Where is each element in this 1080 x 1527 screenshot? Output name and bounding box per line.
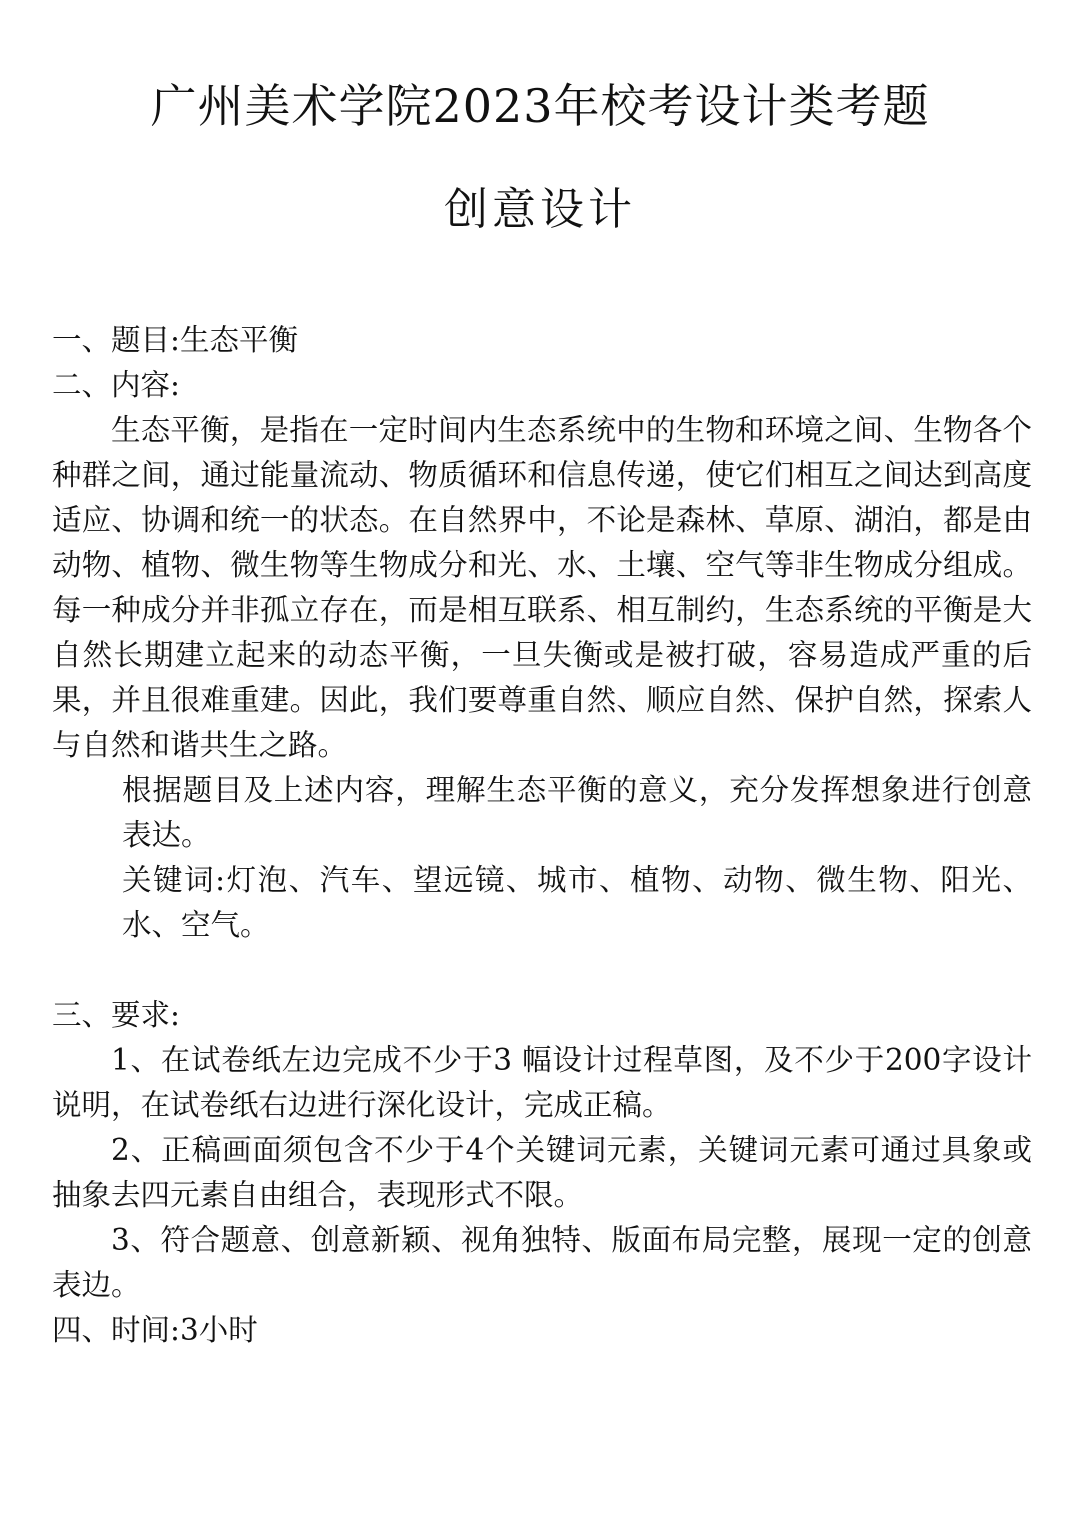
content-paragraph: 生态平衡，是指在一定时间内生态系统中的生物和环境之间、生物各个种群之间，通过能量流动、物质循环和信息传递，使它们相互之间达到高度适应、协调和统一的状态。在自然界中，不论是森林、草原、湖泊，都是由动物、植物、微生物等生物成分和光、水、土壤、空气等非生物成分组成。每一种成分并非孤立存在，而是相互联系、相互制约，生态系统的平衡是大自然长期建立起来的动态平衡，一旦失衡或是被打破，容易造成严重的后果，并且很难重建。因此，我们要尊重自然、顺应自然、保护自然，探索人与自然和谐共生之路。 [52,413,1032,762]
requirement-item: 3、符合题意、创意新颖、视角独特、版面布局完整，展现一定的创意表边。 [52,1223,1032,1302]
section-topic: 一、题目:生态平衡 [52,323,298,357]
section-requirements-heading: 三、要求: [52,998,180,1032]
keywords-paragraph: 关键词:灯泡、汽车、望远镜、城市、植物、动物、微生物、阳光、水、空气。 [122,863,1032,942]
spacer [52,948,1032,993]
instruction-paragraph: 根据题目及上述内容，理解生态平衡的意义，充分发挥想象进行创意表达。 [122,773,1032,852]
requirement-item: 1、在试卷纸左边完成不少于3 幅设计过程草图，及不少于200字设计说明，在试卷纸右边进行深化设计，完成正稿。 [52,1043,1032,1122]
document-subtitle: 创意设计 [444,184,636,235]
document-title: 广州美术学院2023年校考设计类考题 [150,79,930,133]
section-content-heading: 二、内容: [52,368,180,402]
section-time: 四、时间:3小时 [52,1313,258,1347]
requirement-item: 2、正稿画面须包含不少于4个关键词元素，关键词元素可通过具象或抽象去四元素自由组合，表现形式不限。 [52,1133,1032,1212]
document-body [52,318,1032,1353]
